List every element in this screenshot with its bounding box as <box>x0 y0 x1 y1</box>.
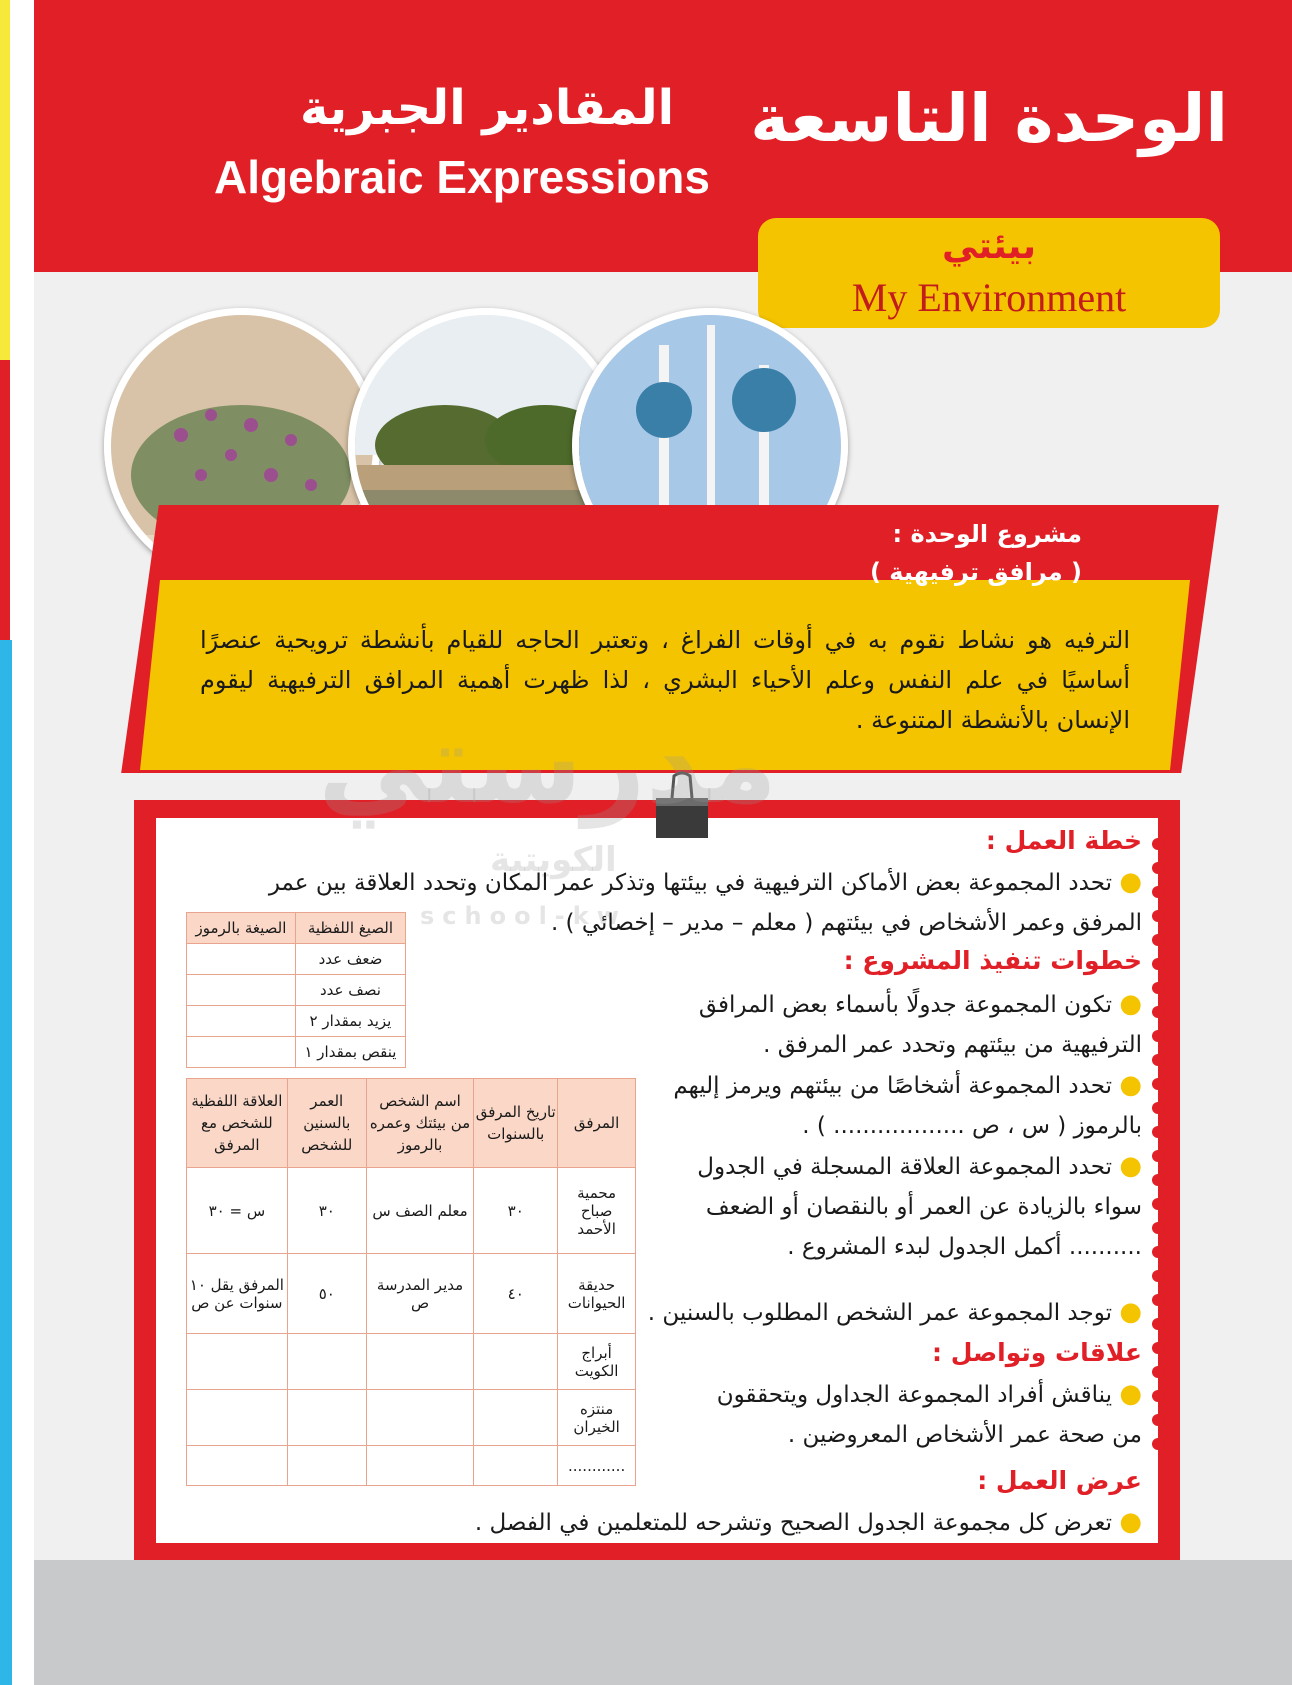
watermark-school: school-kw <box>420 902 627 930</box>
binding-dots <box>1152 838 1166 1462</box>
step-item: ● تحدد المجموعة العلاقة المسجلة في الجدول سواء بالزيادة عن العمر أو بالنقصان أو الضعف .......... أكمل الجدول لبدء المشروع . <box>697 1151 1142 1260</box>
table-row: يزيد بمقدار ٢ <box>187 1006 406 1037</box>
environment-badge <box>758 218 1220 328</box>
table-header: العلاقة اللفظية للشخص مع المرفق <box>187 1079 288 1168</box>
side-strip-red <box>0 360 10 680</box>
step-item: ● تكون المجموعة جدولًا بأسماء بعض المرافق الترفيهية من بيئتهم وتحدد عمر المرفق . <box>698 989 1142 1058</box>
table-row: أبراج الكويت <box>187 1334 636 1390</box>
table-row: منتزه الخيران <box>187 1390 636 1446</box>
environment-ar: بيئتي <box>941 226 1037 267</box>
table-header: الصيغة بالرموز <box>187 913 296 944</box>
step-item: ● توجد المجموعة عمر الشخص المطلوب بالسنين . <box>647 1297 1142 1327</box>
relations-text: ● يناقش أفراد المجموعة الجداول ويتحققون من صحة عمر الأشخاص المعروضين . <box>716 1379 1142 1448</box>
unit-title: الوحدة التاسعة <box>750 80 1228 157</box>
plan-text: ● تحدد المجموعة بعض الأماكن الترفيهية في بيئتها وتذكر عمر المكان وتحدد العلاقة بين عمر المرفق وعمر الأشخاص في بيئتهم ( معلم – مدير – إخصائي ) . <box>268 867 1142 936</box>
environment-en: My Environment <box>851 275 1127 320</box>
plan-body: تحدد المجموعة بعض الأماكن الترفيهية في بيئتها وتذكر عمر المكان وتحدد العلاقة بين عمر المرفق وعمر الأشخاص في بيئتهم ( معلم – مدير – إخصائي ) . <box>268 870 1142 936</box>
project-intro: الترفيه هو نشاط نقوم به في أوقات الفراغ ، وتعتبر الحاجه للقيام بأنشطة ترويحية عنصرًا أساسيًا في علم النفس وعلم الأحياء البشري ، لذا ظهرت أهمية المرافق الترفيهية ليقوم الإنسان بالأنشطة المتنوعة . <box>200 626 1130 734</box>
table-header: العمر بالسنين للشخص <box>287 1079 366 1168</box>
project-heading: مشروع الوحدة : <box>892 520 1082 548</box>
table-row: حديقة الحيوانات ٤٠ مدير المدرسة ص ٥٠ المرفق يقل ١٠ سنوات عن ص <box>187 1254 636 1334</box>
verbal-symbolic-table <box>186 912 406 1068</box>
steps-list <box>672 984 1142 1267</box>
facilities-table <box>186 1078 636 1486</box>
table-row: نصف عدد <box>187 975 406 1006</box>
table-header: تاريخ المرفق بالسنوات <box>474 1079 558 1168</box>
presentation-text: ● تعرض كل مجموعة الجدول الصحيح وتشرحه للمتعلمين في الفصل . <box>474 1507 1142 1537</box>
english-title: Algebraic Expressions <box>214 151 710 203</box>
side-strip-blue <box>0 640 12 1685</box>
step-item: ● تحدد المجموعة أشخاصًا من بيئتهم ويرمز إليهم بالرموز ( س ، ص .................. ) . <box>673 1070 1142 1139</box>
table-header: اسم الشخص من بيئتك وعمره بالرموز <box>366 1079 473 1168</box>
table-header: الصيغ اللفظية <box>295 913 405 944</box>
watermark-sub: الكويتية <box>490 840 617 880</box>
table-row: محمية صباح الأحمد ٣٠ معلم الصف س ٣٠ س = ٣٠ <box>187 1168 636 1254</box>
table-row: ضعف عدد <box>187 944 406 975</box>
plan-heading: خطة العمل : <box>985 826 1142 855</box>
arabic-title: المقادير الجبرية <box>300 80 675 136</box>
table-header: المرفق <box>558 1079 636 1168</box>
relations-heading: علاقات وتواصل : <box>932 1338 1142 1367</box>
steps-heading: خطوات تنفيذ المشروع : <box>843 946 1142 975</box>
page-footer-band <box>34 1560 1292 1685</box>
table-row: ينقص بمقدار ١ <box>187 1037 406 1068</box>
project-subtitle: ( مرافق ترفيهية ) <box>869 558 1082 586</box>
watermark-main: مدرستي <box>318 700 778 828</box>
table-row: ............ <box>187 1446 636 1486</box>
presentation-heading: عرض العمل : <box>977 1466 1142 1495</box>
